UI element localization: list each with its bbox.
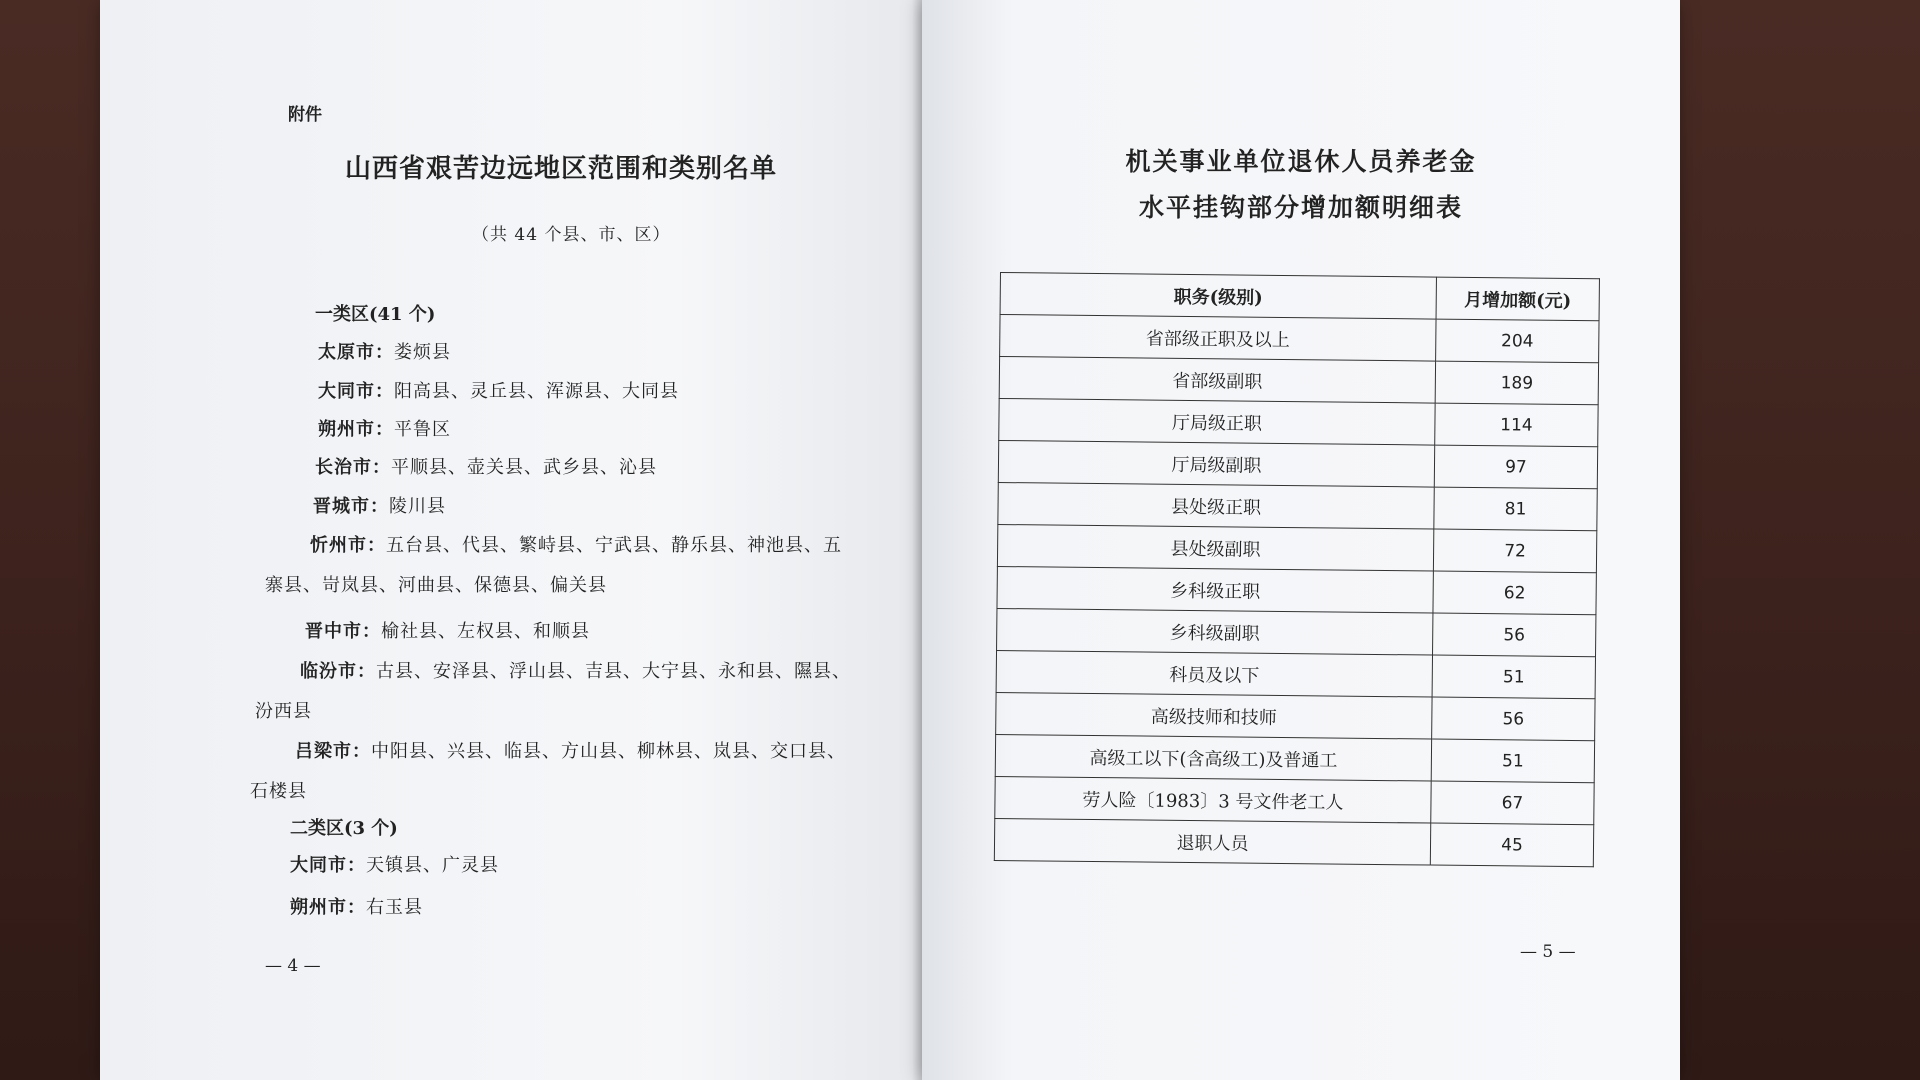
county-list: 榆社县、左权县、和顺县 bbox=[381, 621, 590, 642]
table-row bbox=[997, 524, 1596, 572]
amount-cell: 56 bbox=[1432, 697, 1595, 741]
amount-cell: 189 bbox=[1435, 361, 1598, 405]
amount-cell: 97 bbox=[1434, 445, 1597, 489]
county-list: 古县、安泽县、浮山县、吉县、大宁县、永和县、隰县、汾西县 bbox=[255, 661, 851, 722]
county-list: 右玉县 bbox=[366, 897, 423, 918]
position-cell: 劳人险〔1983〕3 号文件老工人 bbox=[995, 776, 1431, 823]
table-row bbox=[999, 398, 1598, 446]
page-subtitle-left: （共 44 个县、市、区） bbox=[472, 225, 671, 245]
amount-cell: 67 bbox=[1431, 781, 1594, 825]
table-row bbox=[999, 357, 1598, 405]
table-row bbox=[995, 734, 1594, 782]
table-row bbox=[997, 608, 1596, 656]
left-page bbox=[100, 0, 922, 1080]
page-title-left: 山西省艰苦边远地区范围和类别名单 bbox=[345, 154, 778, 184]
list-item bbox=[305, 612, 865, 652]
list-item bbox=[290, 888, 850, 928]
page-number-left: — 4 — bbox=[265, 956, 321, 976]
position-cell: 乡科级正职 bbox=[997, 566, 1433, 613]
amount-cell: 51 bbox=[1432, 655, 1595, 699]
column-header: 月增加额(元) bbox=[1436, 277, 1599, 321]
table-row bbox=[998, 482, 1597, 530]
table-row bbox=[997, 566, 1596, 614]
county-list: 娄烦县 bbox=[394, 342, 451, 363]
position-cell: 县处级正职 bbox=[998, 482, 1434, 529]
position-cell: 省部级正职及以上 bbox=[1000, 315, 1436, 362]
city-name: 晋中市： bbox=[305, 621, 381, 642]
amount-cell: 45 bbox=[1430, 823, 1593, 867]
table-row bbox=[998, 440, 1597, 488]
position-cell: 厅局级副职 bbox=[998, 440, 1434, 487]
amount-cell: 81 bbox=[1434, 487, 1597, 531]
salary-table bbox=[994, 272, 1600, 867]
list-item bbox=[290, 846, 850, 886]
amount-cell: 56 bbox=[1433, 613, 1596, 657]
county-list: 中阳县、兴县、临县、方山县、柳林县、岚县、交口县、石楼县 bbox=[250, 741, 846, 802]
city-name: 朔州市： bbox=[318, 419, 394, 440]
city-name: 临汾市： bbox=[300, 661, 376, 682]
county-list: 天镇县、广灵县 bbox=[366, 855, 499, 876]
city-name: 长治市： bbox=[315, 457, 391, 478]
city-name: 大同市： bbox=[290, 855, 366, 876]
table-row bbox=[994, 818, 1593, 866]
county-list: 陵川县 bbox=[389, 496, 446, 517]
city-name: 朔州市： bbox=[290, 897, 366, 918]
city-name: 大同市： bbox=[318, 381, 394, 402]
list-item bbox=[313, 487, 873, 527]
county-list: 五台县、代县、繁峙县、宁武县、静乐县、神池县、五寨县、岢岚县、河曲县、保德县、偏关县 bbox=[265, 535, 842, 596]
position-cell: 厅局级正职 bbox=[999, 398, 1435, 445]
county-list: 平顺县、壶关县、武乡县、沁县 bbox=[391, 457, 657, 478]
city-name: 忻州市： bbox=[310, 535, 386, 556]
zone-2-label: 二类区(3 个) bbox=[290, 818, 398, 839]
table-row bbox=[996, 692, 1595, 740]
table-header-row bbox=[1000, 273, 1599, 321]
position-cell: 乡科级副职 bbox=[997, 608, 1433, 655]
list-item bbox=[318, 333, 878, 373]
city-name: 吕梁市： bbox=[295, 741, 371, 762]
amount-cell: 114 bbox=[1435, 403, 1598, 447]
position-cell: 省部级副职 bbox=[999, 357, 1435, 404]
position-cell: 县处级副职 bbox=[997, 524, 1433, 571]
amount-cell: 51 bbox=[1431, 739, 1594, 783]
list-item bbox=[250, 732, 850, 812]
list-item bbox=[318, 410, 878, 450]
table-row bbox=[995, 776, 1594, 824]
city-name: 太原市： bbox=[318, 342, 394, 363]
zone-1-label: 一类区(41 个) bbox=[315, 304, 436, 325]
table-row bbox=[996, 650, 1595, 698]
page-title-right-line1: 机关事业单位退休人员养老金 bbox=[1125, 147, 1477, 176]
amount-cell: 72 bbox=[1433, 529, 1596, 573]
attachment-label: 附件 bbox=[288, 105, 322, 125]
county-list: 阳高县、灵丘县、浑源县、大同县 bbox=[394, 381, 679, 402]
county-list: 平鲁区 bbox=[394, 419, 451, 440]
position-cell: 高级技师和技师 bbox=[996, 692, 1432, 739]
amount-cell: 204 bbox=[1436, 319, 1599, 363]
list-item bbox=[255, 652, 855, 732]
page-title-right-line2: 水平挂钩部分增加额明细表 bbox=[1138, 193, 1463, 222]
list-item bbox=[318, 372, 878, 412]
position-cell: 科员及以下 bbox=[996, 650, 1432, 697]
list-item bbox=[265, 526, 855, 606]
list-item bbox=[315, 448, 875, 488]
table-row bbox=[1000, 315, 1599, 363]
position-cell: 退职人员 bbox=[994, 818, 1430, 865]
city-name: 晋城市： bbox=[313, 496, 389, 517]
page-number-right: — 5 — bbox=[1520, 942, 1576, 962]
column-header: 职务(级别) bbox=[1000, 273, 1436, 320]
position-cell: 高级工以下(含高级工)及普通工 bbox=[995, 734, 1431, 781]
amount-cell: 62 bbox=[1433, 571, 1596, 615]
right-page bbox=[922, 0, 1680, 1080]
